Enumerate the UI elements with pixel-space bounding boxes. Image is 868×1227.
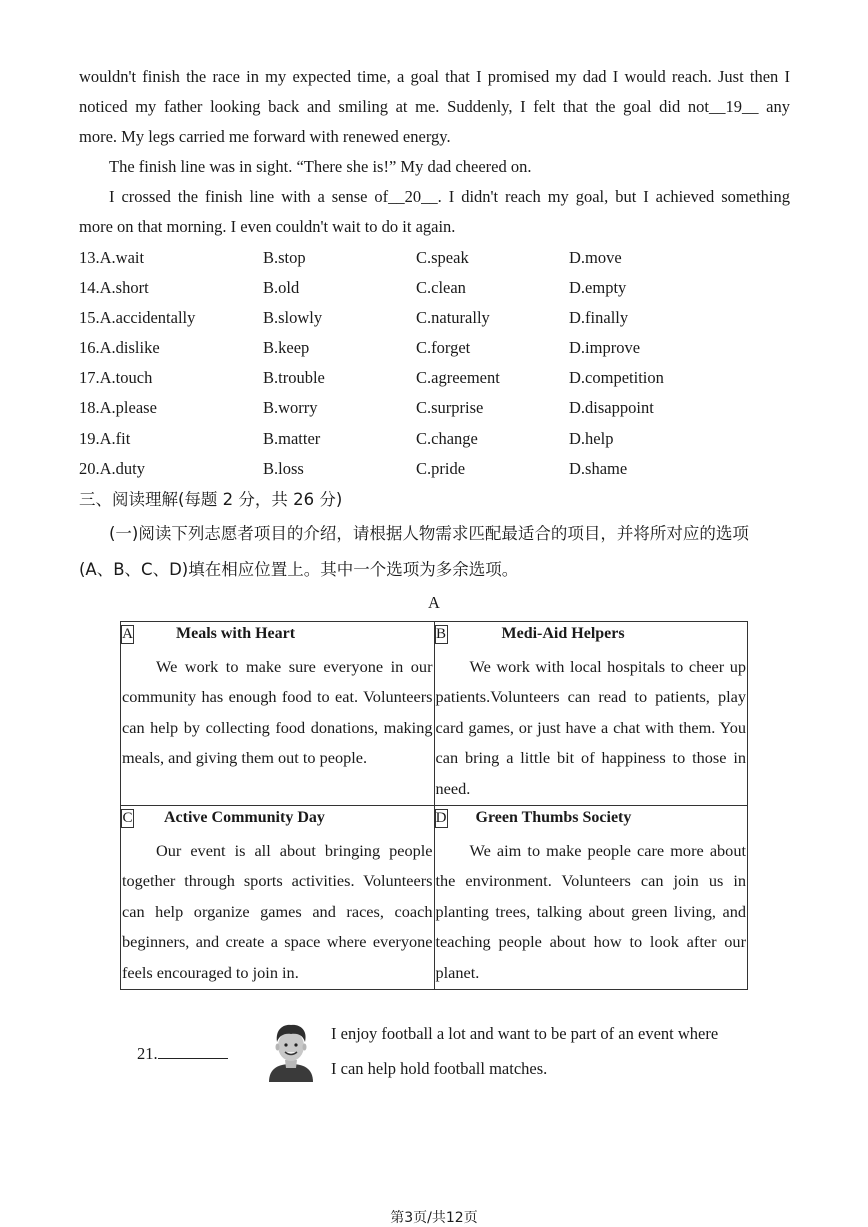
option: B.stop	[263, 248, 306, 267]
option: C.pride	[416, 459, 466, 478]
option-row	[79, 398, 799, 418]
project-card-d	[434, 806, 748, 990]
project-description: We aim to make people care more about the environment. Volunteers can join us in planting trees, talking about green living, and teaching people about how to look after our planet.	[435, 841, 746, 982]
option: D.empty	[569, 278, 627, 297]
option: B.worry	[263, 398, 318, 417]
passage-line: The finish line was in sight. “There she is!” My dad cheered on.	[109, 157, 532, 176]
boy-avatar-icon	[263, 1020, 319, 1082]
option-row	[79, 429, 799, 449]
option: C.agreement	[416, 368, 500, 387]
option: 20.A.duty	[79, 459, 145, 478]
option: D.finally	[569, 308, 629, 327]
option-letter: D	[435, 810, 447, 826]
passage-line: noticed my father looking back and smiling at me. Suddenly, I felt that the goal did not__19__ any	[79, 97, 790, 116]
project-card-b	[434, 622, 748, 806]
option-letter: C	[122, 810, 133, 826]
option: C.change	[416, 429, 478, 448]
question-number: 21.	[137, 1044, 158, 1063]
project-description: Our event is all about bringing people together through sports activities. Volunteers can help organize games and races, coach beginners, and create a space where everyone feels encouraged to join in.	[122, 841, 433, 982]
section-instruction: (A、B、C、D)填在相应位置上。其中一个选项为多余选项。	[79, 560, 519, 579]
part-label: A	[428, 593, 440, 612]
project-title: Medi-Aid Helpers	[501, 625, 625, 642]
option: 15.A.accidentally	[79, 308, 196, 327]
project-title: Meals with Heart	[176, 625, 296, 642]
option-row	[79, 308, 799, 328]
option: 14.A.short	[79, 278, 149, 297]
option: D.shame	[569, 459, 628, 478]
option: B.matter	[263, 429, 321, 448]
option-row	[79, 368, 799, 388]
option: C.surprise	[416, 398, 484, 417]
option: 13.A.wait	[79, 248, 145, 267]
question-21-need: I can help hold football matches.	[331, 1059, 548, 1078]
option: C.clean	[416, 278, 466, 297]
project-title: Green Thumbs Society	[475, 809, 632, 826]
option-row	[79, 459, 799, 479]
question-21	[137, 1042, 228, 1064]
project-card-c	[121, 806, 435, 990]
answer-blank[interactable]	[158, 1042, 228, 1059]
option-row	[79, 248, 799, 268]
passage-line: more. My legs carried me forward with renewed energy.	[79, 127, 451, 146]
option: B.slowly	[263, 308, 323, 327]
option-row	[79, 278, 799, 298]
option: C.naturally	[416, 308, 490, 327]
project-description: We work with local hospitals to cheer up patients.Volunteers can read to patients, play card games, or just have a chat with them. You can bring a little bit of happiness to those in need.	[435, 657, 746, 798]
project-description: We work to make sure everyone in our community has enough food to eat. Volunteers can help by collecting food donations, making meals, and giving them out to people.	[122, 657, 433, 768]
passage-line: more on that morning. I even couldn't wait to do it again.	[79, 217, 456, 236]
project-card-a	[121, 622, 435, 806]
passage-line: I crossed the finish line with a sense of__20__. I didn't reach my goal, but I achieved something	[109, 187, 790, 206]
option: B.trouble	[263, 368, 325, 387]
project-title: Active Community Day	[164, 809, 325, 826]
option: 18.A.please	[79, 398, 157, 417]
option: B.old	[263, 278, 300, 297]
option: D.improve	[569, 338, 641, 357]
option: D.help	[569, 429, 614, 448]
option: 16.A.dislike	[79, 338, 160, 357]
option: D.disappoint	[569, 398, 654, 417]
option-letter: B	[435, 626, 446, 642]
option: B.keep	[263, 338, 310, 357]
option: C.forget	[416, 338, 471, 357]
question-21-need: I enjoy football a lot and want to be part of an event where	[331, 1024, 719, 1043]
option: D.move	[569, 248, 622, 267]
section-heading: 三、阅读理解(每题 2 分，共 26 分)	[79, 490, 343, 509]
option-letter: A	[122, 626, 133, 642]
option-row	[79, 338, 799, 358]
option: 19.A.fit	[79, 429, 131, 448]
option: B.loss	[263, 459, 304, 478]
option: C.speak	[416, 248, 469, 267]
passage-line: wouldn't finish the race in my expected time, a goal that I promised my dad I would reach. Just then I	[79, 67, 790, 86]
volunteer-projects-table	[120, 621, 748, 990]
option: 17.A.touch	[79, 368, 153, 387]
option: D.competition	[569, 368, 664, 387]
section-instruction: (一)阅读下列志愿者项目的介绍，请根据人物需求匹配最适合的项目，并将所对应的选项	[109, 524, 749, 543]
page-footer: 第3页/共12页	[390, 1210, 478, 1226]
